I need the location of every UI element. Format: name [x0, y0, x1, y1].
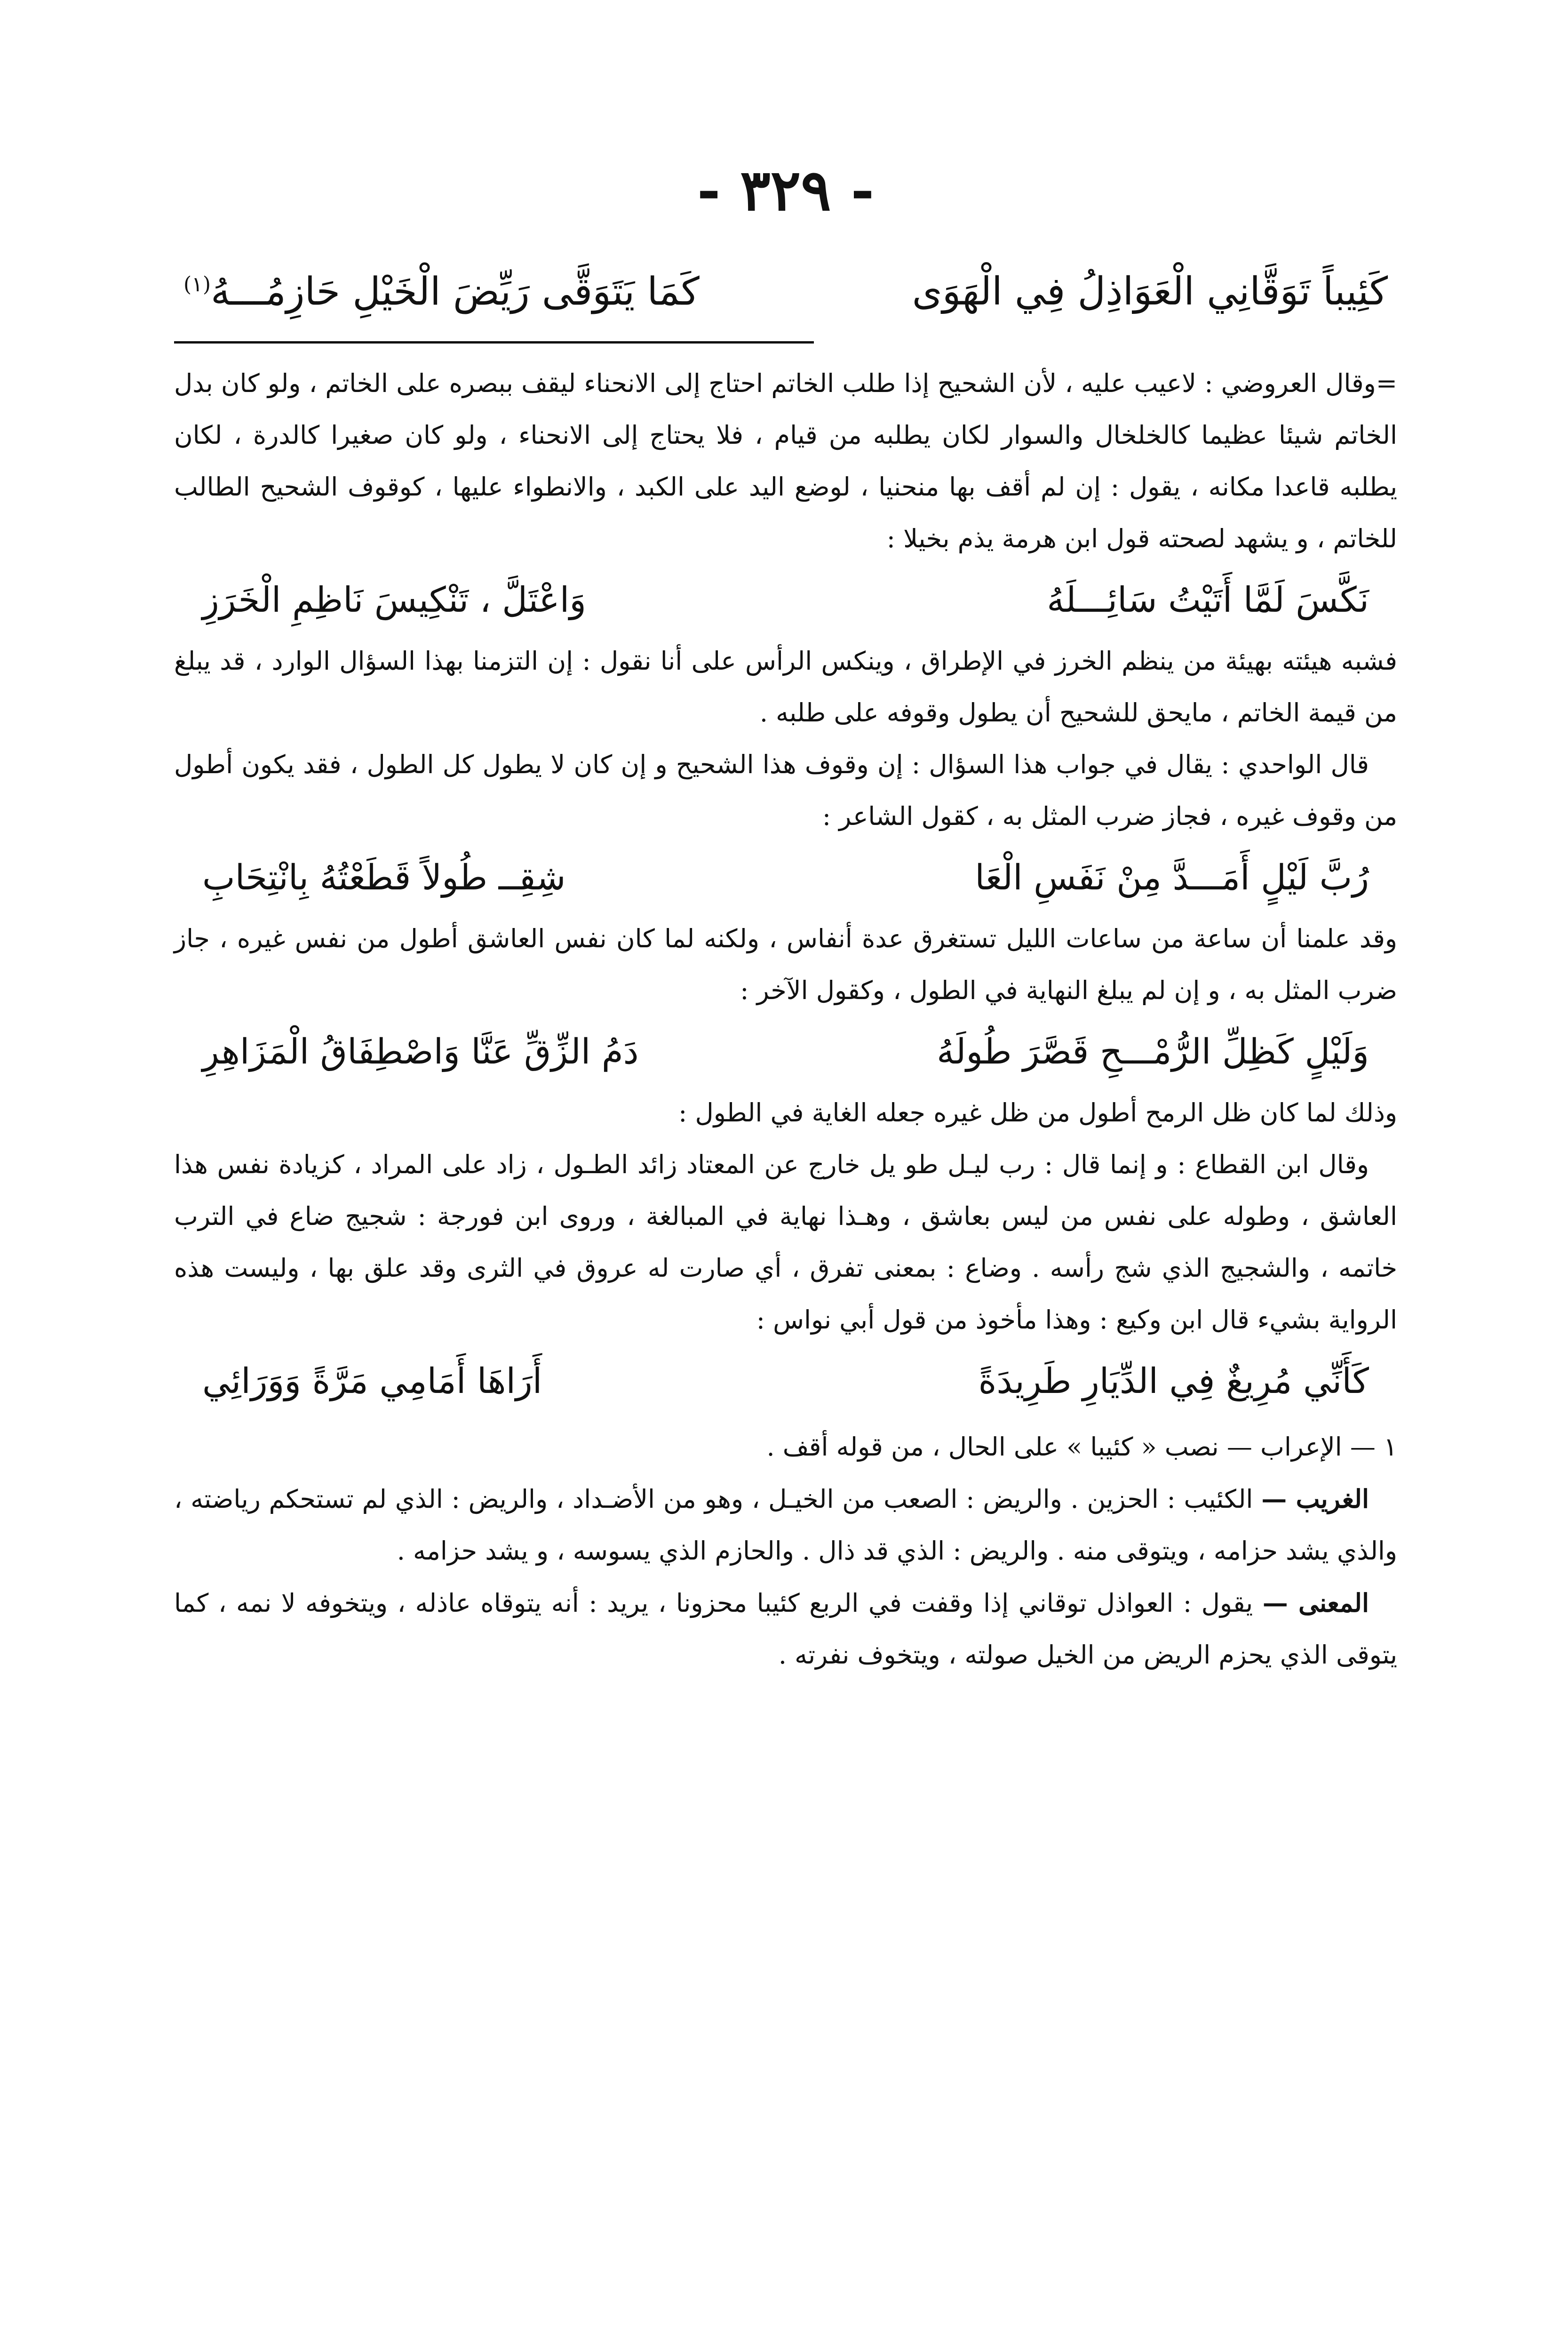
footnote-grammar: ١ — الإعراب — نصب « كئيبا » على الحال ، من قوله أقف . — [766, 1432, 1397, 1462]
footnote-meaning-label: المعنى — — [1262, 1588, 1369, 1618]
commentary-paragraph-4: وقد علمنا أن ساعة من ساعات الليل تستغرق عدة أنفاس ، ولكنه لما كان نفس العاشق أطول من نفس غيره ، جاز ضرب المثل به ، و إن لم يبلغ النهاية في الطول ، وكقول الآخر : — [174, 924, 1397, 1006]
commentary-paragraph-5: وذلك لما كان ظل الرمح أطول من ظل غيره جعله الغاية في الطول : — [678, 1098, 1397, 1128]
commentary-paragraph-1: =وقال العروضي : لاعيب عليه ، لأن الشحيح إذا طلب الخاتم احتاج إلى الانحناء ليقف ببصره على الخاتم ، ولو كان بدل الخاتم شيئا عظيما كالخلخال والسوار لكان يطلبه من قيام ، فلا يحتاج إلى الانحناء ، ولو كان صغيرا كالدرة ، لكان يطلبه قاعدا مكانه ، يقول : إن لم أقف بها منحنيا ، لوضع اليد على الكبد ، والانطواء عليها ، كوقوف الشحيح الطالب للخاتم ، و يشهد لصحته قول ابن هرمة يذم بخيلا : — [174, 368, 1397, 554]
quoted-verse-1 — [174, 565, 1397, 635]
quoted-verse-3 — [174, 1016, 1397, 1087]
quoted-verse-1-first: نَكَّسَ لَمَّا أَتَيْتُ سَائِـــلَهُ — [1047, 580, 1369, 621]
header-verse-second-hemistich — [183, 245, 700, 332]
header-verse-first-hemistich: كَئِيباً تَوَقَّانِي الْعَوَاذِلُ فِي الْهَوَى — [912, 269, 1388, 314]
quoted-verse-4-second: أَرَاهَا أَمَامِي مَرَّةً وَوَرَائِي — [202, 1361, 542, 1402]
book-page — [174, 155, 1397, 1681]
footnote-meaning-text: يقول : العواذل توقاني إذا وقفت في الربع كئيبا محزونا ، يريد : أنه يتوقاه عاذله ، ويتخوفه لا نمه ، كما يتوقى الذي يحزم الريض من الخيل صولته ، ويتخوف نفرته . — [174, 1588, 1397, 1670]
quoted-verse-2-second: شِقِــ طُولاً قَطَعْتُهُ بِانْتِحَابِ — [202, 857, 566, 898]
header-verse-second-text: كَمَا يَتَوَقَّى رَيِّضَ الْخَيْلِ حَازِمُـــهُ — [210, 269, 700, 314]
footnote-vocabulary-label: الغريب — — [1261, 1484, 1369, 1514]
separator-rule — [174, 341, 814, 344]
footnote-reference: (١) — [183, 272, 211, 296]
header-verse — [174, 245, 1397, 332]
quoted-verse-2-first: رُبَّ لَيْلٍ أَمَـــدَّ مِنْ نَفَسِ الْعَا — [975, 857, 1369, 898]
footnote-vocabulary — [174, 1473, 1397, 1577]
quoted-verse-3-second: دَمُ الزِّقِّ عَنَّا وَاصْطِفَاقُ الْمَزَاهِرِ — [202, 1032, 639, 1072]
commentary-paragraph-6: وقال ابن القطاع : و إنما قال : رب ليـل طو يل خارج عن المعتاد زائد الطـول ، زاد على المراد ، كزيادة نفس هذا العاشق ، وطوله على نفس من ليس بعاشق ، وهـذا نهاية في المبالغة ، وروى ابن فورجة : شجيج ضاع في الترب خاتمه ، والشجيج الذي شج رأسه . وضاع : بمعنى تفرق ، أي صارت له عروق في الثرى وقد علق بها ، وليست هذه الرواية بشيء قال ابن وكيع : وهذا مأخوذ من قول أبي نواس : — [174, 1150, 1397, 1335]
quoted-verse-2 — [174, 842, 1397, 913]
footnote-meaning — [174, 1577, 1397, 1681]
commentary-paragraph-3: قال الواحدي : يقال في جواب هذا السؤال : إن وقوف هذا الشحيح و إن كان لا يطول كل الطول ، فقد يكون أطول من وقوف غيره ، فجاز ضرب المثل به ، كقول الشاعر : — [174, 750, 1397, 832]
page-number: - ٣٢٩ - — [697, 157, 875, 224]
footnotes-section — [174, 1421, 1397, 1681]
footnote-vocabulary-text: الكئيب : الحزين . والريض : الصعب من الخيـل ، وهو من الأضـداد ، والريض : الذي لم تستحكم رياضته ، والذي يشد حزامه ، ويتوقى منه . والريض : الذي قد ذال . والحازم الذي يسوسه ، و يشد حزامه . — [174, 1484, 1397, 1566]
quoted-verse-4-first: كَأَنِّي مُرِيغٌ فِي الدِّيَارِ طَرِيدَةً — [978, 1361, 1369, 1402]
quoted-verse-4 — [174, 1346, 1397, 1416]
commentary-paragraph-2: فشبه هيئته بهيئة من ينظم الخرز في الإطراق ، وينكس الرأس على أنا نقول : إن التزمنا بهذا السؤال الوارد ، قد يبلغ من قيمة الخاتم ، مايحق للشحيح أن يطول وقوفه على طلبه . — [174, 646, 1397, 728]
quoted-verse-3-first: وَلَيْلٍ كَظِلِّ الرُّمْـــحِ قَصَّرَ طُولَهُ — [937, 1032, 1369, 1072]
quoted-verse-1-second: وَاعْتَلَّ ، تَنْكِيسَ نَاظِمِ الْخَرَزِ — [202, 580, 586, 621]
